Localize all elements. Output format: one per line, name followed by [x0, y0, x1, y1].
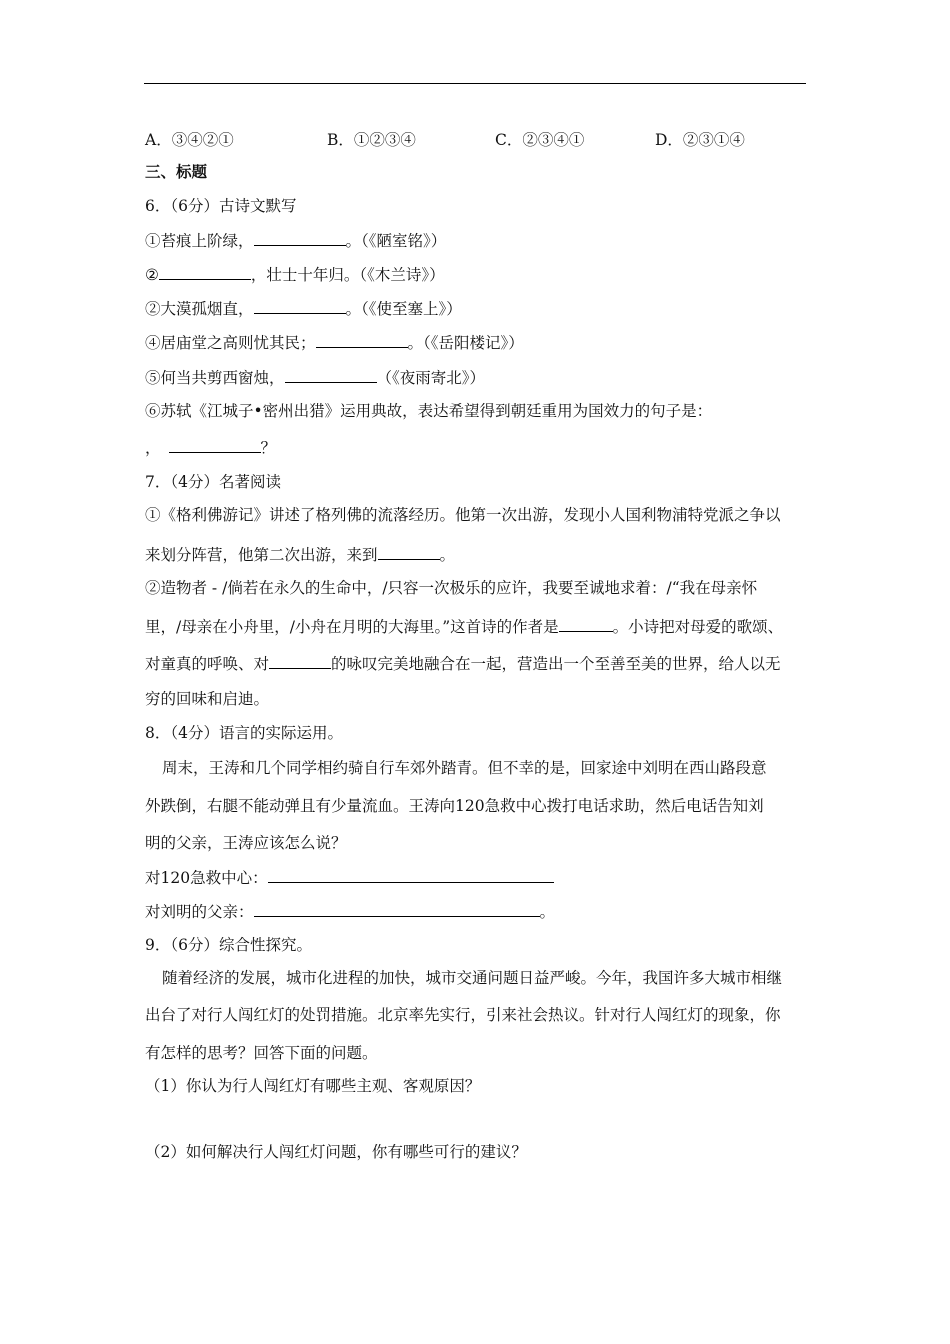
q6-item-2: ② ，壮士十年归。（《木兰诗》） — [145, 266, 445, 284]
q6-item-4: ④居庙堂之高则忧其民； 。（《岳阳楼记》） — [145, 334, 524, 352]
q7-para-2-line-1: ②造物者 - /倘若在永久的生命中，/只容一次极乐的应许，我要至诚地求着：/“我在母亲怀 — [145, 579, 758, 597]
q6-item-1: ①苔痕上阶绿， 。（《陋室铭》） — [145, 232, 447, 250]
q7-heading: 7．（4分）名著阅读 — [145, 473, 281, 491]
q6-item-6: ⑥苏轼《江城子•密州出猎》运用典故，表达希望得到朝廷重用为国效力的句子是： — [145, 402, 713, 420]
answer-blank[interactable] — [268, 867, 554, 883]
q8-heading: 8．（4分）语言的实际运用。 — [145, 724, 343, 742]
answer-blank[interactable] — [559, 616, 613, 632]
q7-para-1-line-2: 来划分阵营，他第二次出游，来到 。 — [145, 546, 456, 564]
q8-answer-2: 对刘明的父亲： 。 — [145, 903, 556, 921]
option-b: B．①②③④ — [327, 131, 416, 149]
q9-para-line-2: 出台了对行人闯红灯的处罚措施。北京率先实行，引来社会热议。针对行人闯红灯的现象，你 — [145, 1006, 781, 1024]
q9-para-line-3: 有怎样的思考？回答下面的问题。 — [145, 1044, 378, 1062]
q6-item-6-answer: ， ？ — [145, 439, 277, 457]
q6-item-5: ⑤何当共剪西窗烛， （《夜雨寄北》） — [145, 369, 486, 387]
q6-item-3: ②大漠孤烟直， 。（《使至塞上》） — [145, 300, 462, 318]
answer-blank[interactable] — [269, 653, 331, 669]
q9-subquestion-1: （1）你认为行人闯红灯有哪些主观、客观原因？ — [145, 1077, 481, 1095]
q8-para-line-1: 周末，王涛和几个同学相约骑自行车郊外踏青。但不幸的是，回家途中刘明在西山路段意 — [162, 759, 767, 777]
q7-para-2-line-3: 对童真的呼唤、对 的咏叹完美地融合在一起，营造出一个至善至美的世界，给人以无 — [145, 655, 781, 673]
q8-answer-1: 对120急救中心： — [145, 867, 554, 888]
q7-para-1-line-1: ①《格利佛游记》讲述了格列佛的流落经历。他第一次出游，发现小人国利物浦特党派之争以 — [145, 506, 781, 524]
q7-para-2-line-2: 里，/母亲在小舟里，/小舟在月明的大海里。”这首诗的作者是 。小诗把对母爱的歌颂、 — [145, 618, 784, 636]
q8-para-line-2: 外跌倒，右腿不能动弹且有少量流血。王涛向120急救中心拨打电话求助，然后电话告知刘 — [145, 797, 764, 815]
option-c: C．②③④① — [495, 131, 585, 149]
answer-blank[interactable] — [316, 332, 408, 348]
q7-para-2-line-4: 穷的回味和启迪。 — [145, 690, 270, 708]
header-rule — [144, 83, 806, 84]
answer-blank[interactable] — [169, 437, 261, 453]
answer-blank[interactable] — [254, 298, 346, 314]
answer-blank[interactable] — [254, 230, 346, 246]
answer-blank[interactable] — [159, 264, 251, 280]
answer-blank[interactable] — [378, 544, 440, 560]
q9-heading: 9．（6分）综合性探究。 — [145, 936, 312, 954]
answer-blank[interactable] — [254, 901, 540, 917]
q9-para-line-1: 随着经济的发展，城市化进程的加快，城市交通问题日益严峻。今年，我国许多大城市相继 — [162, 969, 783, 987]
section-title: 三、标题 — [145, 162, 208, 181]
answer-blank[interactable] — [285, 367, 377, 383]
q8-para-line-3: 明的父亲，王涛应该怎么说？ — [145, 834, 347, 852]
q9-subquestion-2: （2）如何解决行人闯红灯问题，你有哪些可行的建议？ — [145, 1143, 527, 1161]
option-a: A．③④②① — [145, 131, 234, 149]
option-d: D．②③①④ — [655, 131, 745, 149]
q6-heading: 6．（6分）古诗文默写 — [145, 197, 297, 215]
